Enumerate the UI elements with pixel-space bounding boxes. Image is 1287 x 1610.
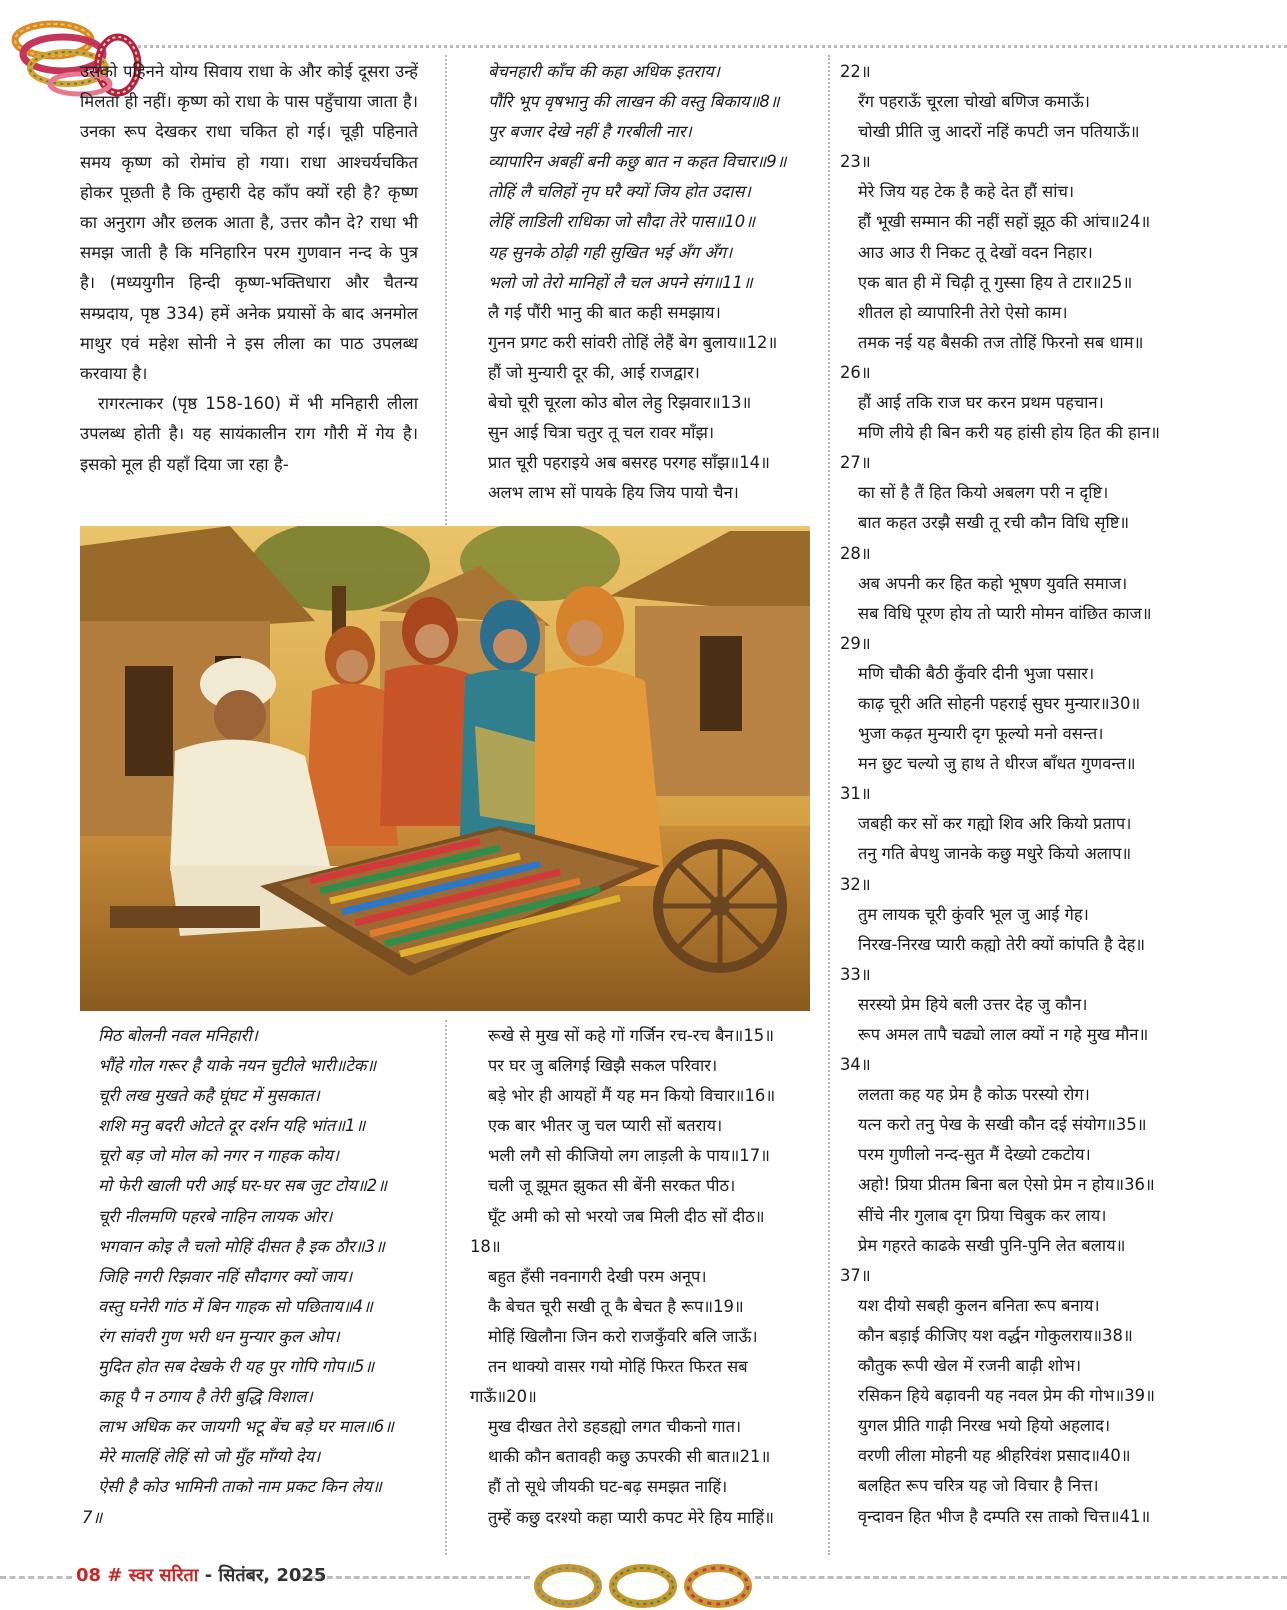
verse-line: कै बेचत चूरी सखी तू कै बेचत है रूप॥19॥ [488, 1296, 744, 1316]
verse-line: भौंहे गोल गरूर है याके नयन चुटीले भारी॥टेक॥ [98, 1056, 377, 1076]
verse-list-col2-bottom [470, 1021, 776, 1533]
verse-line: अब अपनी कर हित कहो भूषण युवति समाज। [858, 573, 1128, 593]
verse-line: परम गुणीलो नन्द-सुत मैं देख्यो टकटोय। [858, 1145, 1091, 1165]
verse-line: सरस्यो प्रेम हिये बली उत्तर देह जु कौन। [858, 994, 1088, 1014]
verse-line: गाऊँ॥20॥ [470, 1387, 537, 1407]
verse-line: यत्न करो तनु पेख के सखी कौन दई संयोग॥35॥ [858, 1115, 1147, 1135]
verse-line: 29॥ [840, 633, 871, 653]
verse-line: बहुत हँसी नवनागरी देखी परम अनूप। [488, 1266, 707, 1286]
verse-line: मो फेरी खाली परी आई घर-घर सब जुट टोय॥2॥ [98, 1176, 388, 1196]
verse-line: लेहिं लाडिली राधिका जो सौदा तेरे पास॥10॥ [488, 212, 756, 232]
verse-line: चूरी नीलमणि पहरबे नाहिन लायक ओर। [98, 1206, 333, 1226]
page-footer [76, 1563, 326, 1587]
verse-line: का सों है तैं हित कियो अबलग परी न दृष्टि। [858, 483, 1109, 503]
verse-line: आउ आउ री निकट तू देखों वदन निहार। [858, 242, 1093, 262]
verse-line: हौं तो सूधे जीयकी घट-बढ़ समझत नाहिं। [488, 1477, 728, 1497]
verse-line: तनु गति बेपथु जानके कछु मधुरे कियो अलाप॥ [858, 844, 1132, 864]
verse-line: शीतल हो व्यापारिनी तेरो ऐसो काम। [858, 302, 1068, 322]
verse-line: मणि चौकी बैठी कुँवरि दीनी भुजा पसार। [858, 663, 1095, 683]
verse-line: चली जू झूमत झुकत सी बेंनी सरकत पीठ। [488, 1176, 736, 1196]
verse-line: काहू पै न ठगाय है तेरी बुद्धि विशाल। [98, 1387, 313, 1407]
verse-line: युगल प्रीति गाढ़ी निरख भयो हियो अहलाद। [858, 1416, 1111, 1436]
verse-line: जबही कर सों कर गह्यो शिव अरि कियो प्रताप। [858, 814, 1132, 834]
issue-date: - सितंबर, 2025 [204, 1565, 327, 1586]
verse-line: घूँट अमी को सो भरयो जब मिली दीठ सों दीठ॥ [488, 1206, 765, 1226]
verse-line: प्रात चूरी पहराइये अब बसरह परगह साँझ॥14॥ [488, 453, 770, 473]
verse-line: कौतुक रूपी खेल में रजनी बाढ़ी शोभ। [858, 1356, 1082, 1376]
verse-line: तोहिं लै चलिहों नृप घरै क्यों जिय होत उदास। [488, 182, 751, 202]
verse-line: जिहि नगरी रिझवार नहिं सौदागर क्यों जाय। [98, 1266, 353, 1286]
footer-rule-left [0, 1576, 72, 1579]
verse-line: काढ़ चूरी अति सोहनी पहराई सुघर मुन्यार॥30॥ [858, 693, 1141, 713]
magazine-title: स्वर सरिता [128, 1565, 199, 1586]
verse-line: बड़े भोर ही आयहों मैं यह मन कियो विचार॥16॥ [488, 1086, 776, 1106]
verse-line: सींचे नीर गुलाब दृग प्रिया चिबुक कर लाय। [858, 1205, 1107, 1225]
verse-line: 33॥ [840, 964, 871, 984]
verse-line: रसिकन हिये बढ़ावनी यह नवल प्रेम की गोभ॥39॥ [858, 1386, 1155, 1406]
bangle-seller-illustration [80, 526, 810, 1011]
intro-paragraph [80, 57, 418, 480]
verse-line: मेरे जिय यह टेक है कहे देत हौं सांच। [858, 182, 1075, 202]
footer-rule-mid [300, 1576, 530, 1579]
verse-line: 22॥ [840, 62, 871, 81]
verse-line: शशि मनु बदरी ओटते दूर दर्शन यहि भांत॥1॥ [98, 1116, 366, 1136]
verse-line: भुजा कढ़त मुन्यारी दृग फूल्यो मनो वसन्त। [858, 724, 1104, 744]
verse-line: व्यापारिन अबहीं बनी कछु बात न कहत विचार॥9॥ [488, 152, 787, 172]
verse-line: हौं भूखी सम्मान की नहीं सहों झूठ की आंच॥24॥ [858, 212, 1151, 232]
verse-line: 28॥ [840, 543, 871, 563]
footer-rule-right [755, 1576, 1287, 1579]
verse-line: बात कहत उरझै सखी तू रची कौन विधि सृष्टि॥ [858, 513, 1130, 533]
verse-line: 31॥ [840, 784, 871, 804]
top-dotted-rule [138, 45, 1287, 48]
verse-line: अलभ लाभ सों पायके हिय जिय पायो चैन। [488, 483, 739, 503]
verse-line: रूखे से मुख सों कहे गों गर्जिन रच-रच बैन॥15॥ [488, 1026, 775, 1045]
verse-line: 32॥ [840, 874, 871, 894]
column-divider [445, 1020, 447, 1555]
verse-line: 34॥ [840, 1055, 871, 1075]
verse-line: अहो! प्रिया प्रीतम बिना बल ऐसो प्रेम न होय॥36॥ [858, 1175, 1155, 1195]
verse-line: यश दीयो सबही कुलन बनिता रूप बनाय। [858, 1295, 1100, 1315]
verse-line: 37॥ [840, 1265, 871, 1285]
verse-line: निरख-निरख प्यारी कह्यो तेरी क्यों कांपति है देह॥ [858, 934, 1146, 954]
verse-line: वृन्दावन हित भीज है दम्पति रस ताको चित्त॥41॥ [858, 1506, 1151, 1526]
verse-line: वरणी लीला मोहनी यह श्रीहरिवंश प्रसाद॥40॥ [858, 1446, 1131, 1466]
bangles-footer-icon [533, 1562, 753, 1610]
verse-line: 27॥ [840, 453, 871, 473]
verse-line: 26॥ [840, 362, 871, 382]
verse-line: पर घर जु बलिगई खिझै सकल परिवार। [488, 1056, 718, 1076]
verse-line: तमक नई यह बैसकी तज तोहिं फिरनो सब धाम॥ [858, 332, 1144, 352]
verse-line: भगवान कोइ लै चलो मोहिं दीसत है इक ठौर॥3॥ [98, 1236, 385, 1256]
column-divider [445, 55, 447, 525]
verse-line: तुम लायक चूरी कुंवरि भूल जु आई गेह। [858, 904, 1089, 924]
verse-line: रूप अमल तापै चढ्यो लाल क्यों न गहे मुख मौन॥ [858, 1025, 1149, 1044]
verse-line: कौन बड़ाई कीजिए यश वर्द्धन गोकुलराय॥38॥ [858, 1325, 1133, 1345]
verse-line: रँग पहराऊँ चूरला चोखो बणिज कमाऊँ। [858, 92, 1090, 112]
verse-list-col1-bottom [82, 1021, 394, 1533]
verse-line: हौं आई तकि राज घर करन प्रथम पहचान। [858, 393, 1104, 413]
verse-line: ललता कह यह प्रेम है कोऊ परस्यो रोग। [858, 1085, 1090, 1105]
page-number: 08 [76, 1565, 102, 1586]
verse-line: सब विधि पूरण होय तो प्यारी मोमन वांछित काज॥ [858, 603, 1152, 623]
verse-line: भली लगै सो कीजियो लग लाड़ली के पाय॥17॥ [488, 1146, 770, 1166]
intro-paragraph-1: उसको पहिनने योग्य सिवाय राधा के और कोई दूसरा उन्हें मिलता ही नहीं। कृष्ण को राधा के पास पहुँचाया जाता है। उनका रूप देखकर राधा चकित हो गई। चूड़ी पहिनाते समय कृष्ण को रोमांच हो गया। राधा आश्चर्यचकित होकर पूछती है कि तुम्हारी देह काँप क्यों रही है? कृष्ण का अनुराग और छलक आता है, उत्तर कौन दे? राधा भी समझ जाती है कि मनिहारिन परम गुणवान नन्द के पुत्र है। (मध्ययुगीन हिन्दी कृष्ण-भक्तिधारा और चैतन्य सम्प्रदाय, पृष्ठ 334) हमें अनेक प्रयासों के बाद अनमोल माथुर एवं महेश सोनी ने इस लीला का पाठ उपलब्ध करवाया है। [80, 62, 418, 384]
verse-line: गुनन प्रगट करी सांवरी तोहिं लेहैं बेग बुलाय॥12॥ [488, 332, 778, 352]
verse-line: तुम्हें कछु दरश्यो कहा प्यारी कपट मेरे हिय माहिं॥ [488, 1507, 774, 1527]
verse-line: मुदित होत सब देखके री यह पुर गोपि गोप॥5॥ [98, 1357, 375, 1377]
verse-line: पौंरि भूप वृषभानु की लाखन की वस्तु बिकाय॥8॥ [488, 92, 780, 112]
verse-line: लाभ अधिक कर जायगी भटू बेंच बड़े घर माल॥6॥ [98, 1417, 394, 1437]
verse-line: एक बार भीतर जु चल प्यारी सों बतराय। [488, 1116, 723, 1136]
verse-line: मेरे मालहिं लेहिं सो जो मुँह माँग्यो देय। [98, 1447, 321, 1467]
verse-line: यह सुनके ठोढ़ी गही सुखित भई अँग अँग। [488, 242, 733, 262]
verse-list-col3 [840, 57, 1160, 1532]
verse-line: तन थाक्यो वासर गयो मोहिं फिरत फिरत सब [488, 1357, 748, 1377]
verse-line: 7॥ [82, 1507, 103, 1527]
verse-line: एक बात ही में चिढ़ी तू गुस्सा हिय ते टार॥25॥ [858, 272, 1133, 292]
verse-line: बेचो चूरी चूरला कोउ बोल लेहु रिझवार॥13॥ [488, 393, 752, 413]
verse-line: पुर बजार देखे नहीं है गरबीली नार। [488, 122, 692, 142]
verse-list-col2-top [488, 57, 787, 508]
intro-paragraph-2: रागरत्नाकर (पृष्ठ 158-160) में भी मनिहारी लीला उपलब्ध होती है। यह सायंकालीन राग गौरी में गेय है। इसको मूल ही यहाँ दिया जा रहा है- [80, 394, 418, 474]
intro-prose [80, 57, 418, 480]
verse-line: थाकी कौन बतावही कछु ऊपरकी सी बात॥21॥ [488, 1447, 771, 1467]
verse-line: लै गई पौंरी भानु की बात कही समझाय। [488, 302, 721, 322]
column-divider [828, 55, 830, 1555]
verse-line: मन छुट चल्यो जु हाथ ते धीरज बाँधत गुणवन्त॥ [858, 754, 1136, 774]
verse-line: रंग सांवरी गुण भरी धन मुन्यार कुल ओप। [98, 1326, 340, 1346]
verse-line: मुख दीखत तेरो डहडह्यो लगत चीकनो गात। [488, 1417, 742, 1437]
verse-line: चूरी लख मुखते कहै घूंघट में मुसकात। [98, 1086, 320, 1106]
verse-line: बलहित रूप चरित्र यह जो विचार है नित्त। [858, 1476, 1099, 1496]
hash-symbol: # [107, 1565, 123, 1586]
verse-line: मिठ बोलनी नवल मनिहारी। [98, 1026, 258, 1045]
verse-line: भलो जो तेरो मानिहों लै चल अपने संग॥11॥ [488, 272, 753, 292]
verse-line: वस्तु घनेरी गांठ में बिन गाहक सो पछिताय॥4॥ [98, 1296, 373, 1316]
verse-line: ऐसी है कोउ भामिनी ताको नाम प्रकट किन लेय॥ [98, 1477, 382, 1497]
verse-line: मणि लीये ही बिन करी यह हांसी होय हित की हान॥ [858, 423, 1160, 443]
verse-line: हौं जो मुन्यारी दूर की, आई राजद्वार। [488, 362, 700, 382]
verse-line: मोहिं खिलौना जिन करो राजकुँवरि बलि जाऊँ। [488, 1326, 758, 1346]
verse-line: प्रेम गहरते काढके सखी पुनि-पुनि लेत बलाय॥ [858, 1235, 1126, 1255]
verse-line: चोखी प्रीति जु आदरों नहिं कपटी जन पतियाऊँ॥ [858, 122, 1140, 142]
verse-line: बेचनहारी काँच की कहा अधिक इतराय। [488, 62, 720, 81]
verse-line: सुन आई चित्रा चतुर तू चल रावर माँझ। [488, 423, 715, 443]
verse-line: 18॥ [470, 1236, 501, 1256]
verse-line: 23॥ [840, 152, 871, 172]
verse-line: चूरो बड़ जो मोल को नगर न गाहक कोय। [98, 1146, 340, 1166]
